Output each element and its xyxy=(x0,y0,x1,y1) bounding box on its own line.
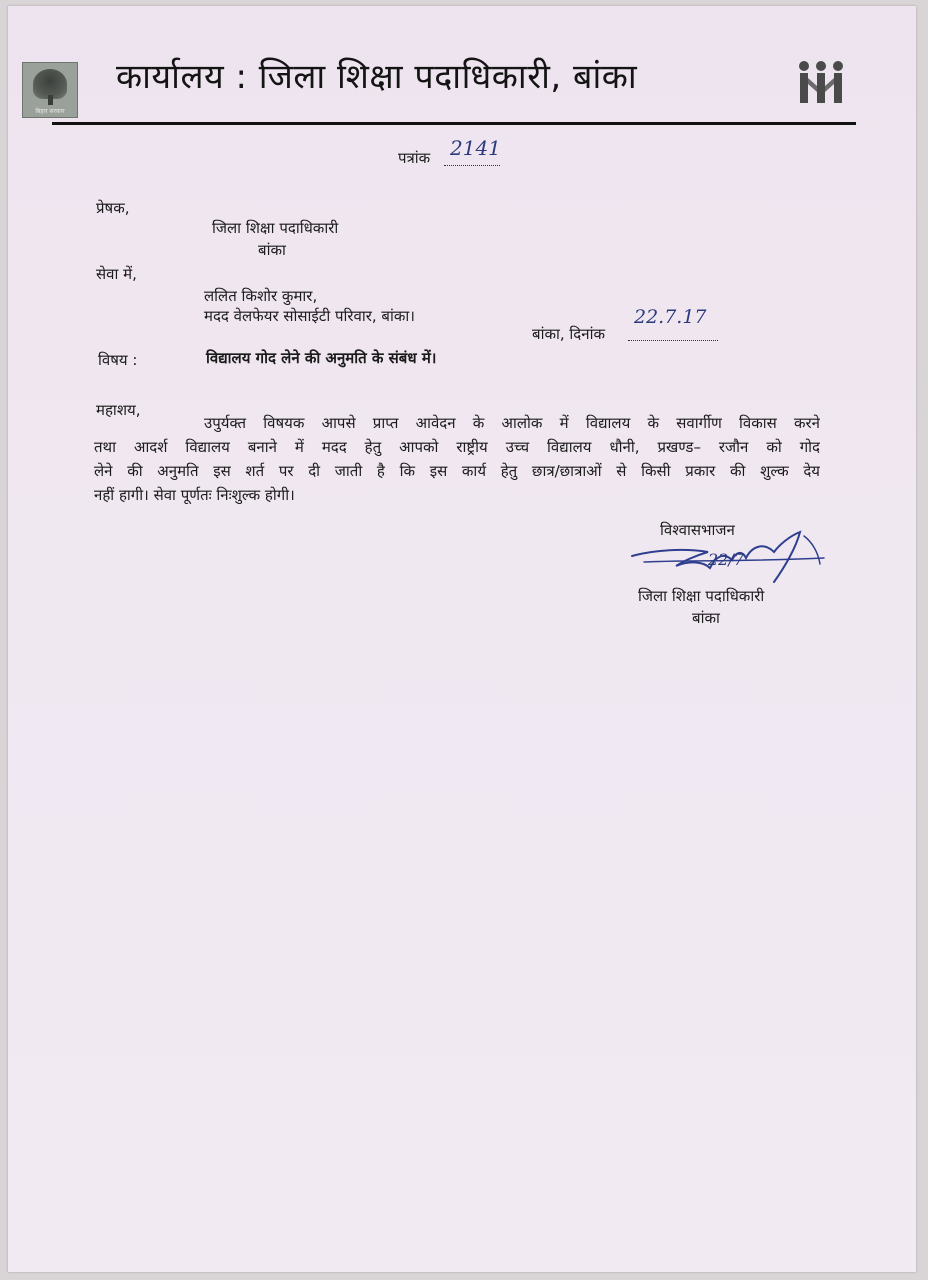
body-line-4: नहीं हागी। सेवा पूर्णतः निःशुल्क होगी। xyxy=(94,486,295,504)
recipient-name: ललित किशोर कुमार, xyxy=(204,287,318,305)
header-divider xyxy=(52,122,856,125)
education-dept-logo xyxy=(794,56,848,110)
emblem-caption: बिहार सरकार xyxy=(35,108,65,115)
subject-label: विषय : xyxy=(98,351,138,369)
subject-text: विद्यालय गोद लेने की अनुमति के संबंध में। xyxy=(206,349,437,367)
sender-label: प्रेषक, xyxy=(96,199,130,217)
closing-designation: जिला शिक्षा पदाधिकारी xyxy=(638,587,765,605)
recipient-org: मदद वेलफेयर सोसाईटी परिवार, बांका। xyxy=(204,307,415,325)
reference-number: 2141 xyxy=(450,136,501,160)
valediction: विश्वासभाजन xyxy=(660,521,735,539)
salutation: महाशय, xyxy=(96,401,141,419)
body-line-2: तथा आदर्श विद्यालय बनाने में मदद हेतु आपको राष्ट्रीय उच्च विद्यालय धौनी, प्रखण्ड– रजौन को गोद xyxy=(94,438,820,456)
body-line-3: लेने की अनुमति इस शर्त पर दी जाती है कि इस कार्य हेतु छात्र/छात्राओं से किसी प्रकार की शुल्क देय xyxy=(94,462,820,480)
reference-label: पत्रांक xyxy=(398,149,431,167)
signature-date: 22/7 xyxy=(708,550,744,569)
body-line-1: उपुर्यक्त विषयक आपसे प्राप्त आवेदन के आलोक में विद्यालय के सवार्गीण विकास करने xyxy=(204,414,820,432)
closing-place: बांका xyxy=(692,609,720,627)
sender-name: जिला शिक्षा पदाधिकारी xyxy=(212,219,339,237)
office-title: कार्यालय : जिला शिक्षा पदाधिकारी, बांका xyxy=(116,57,638,97)
recipient-label: सेवा में, xyxy=(96,265,137,283)
sender-place: बांका xyxy=(258,241,286,259)
people-icon xyxy=(794,56,848,110)
letter-page xyxy=(8,6,916,1272)
bihar-emblem-logo xyxy=(22,62,78,118)
date-label: बांका, दिनांक xyxy=(532,325,605,343)
date-value: 22.7.17 xyxy=(634,306,707,328)
